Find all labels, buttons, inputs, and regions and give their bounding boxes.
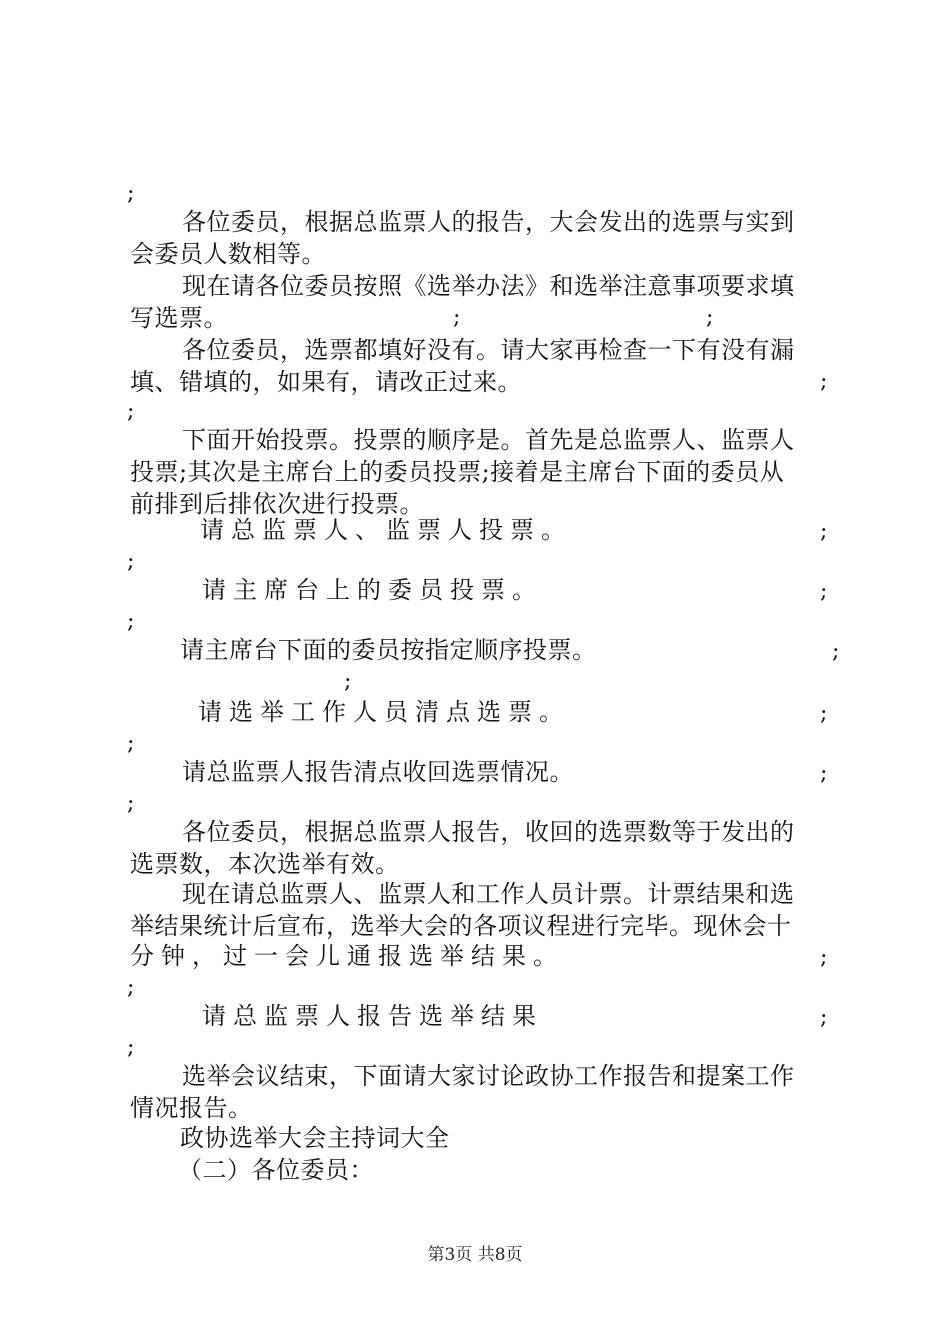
paragraph-line: 请总监票人、监票人投票。 [200, 516, 572, 544]
semicolon: ; [127, 549, 135, 574]
paragraph-line: 各位委员，根据总监票人的报告，大会发出的选票与实到 [182, 208, 795, 236]
paragraph-line: 情况报告。 [130, 1094, 253, 1122]
paragraph-line: 写选票。 [130, 304, 228, 332]
semicolon: ; [820, 701, 828, 726]
paragraph-line: 填、错填的，如果有，请改正过来。 [130, 368, 522, 396]
paragraph-line: 选举会议结束，下面请大家讨论政协工作报告和提案工作 [182, 1062, 795, 1090]
semicolon: ; [127, 791, 135, 816]
semicolon: ; [127, 399, 135, 424]
semicolon: ; [127, 1035, 135, 1060]
semicolon: ; [706, 305, 714, 330]
paragraph-line: 各位委员，选票都填好没有。请大家再检查一下有没有漏 [182, 336, 795, 364]
paragraph-line: 现在请各位委员按照《选举办法》和选举注意事项要求填 [182, 272, 795, 300]
semicolon: ; [127, 731, 135, 756]
paragraph-line: 各位委员，根据总监票人报告，收回的选票数等于发出的 [182, 818, 795, 846]
semicolon: ; [820, 369, 828, 394]
paragraph-line: 请主席台下面的委员按指定顺序投票。 [180, 636, 597, 664]
paragraph-line: （二）各位委员： [178, 1156, 374, 1184]
paragraph-line: 政协选举大会主持词大全 [180, 1124, 450, 1152]
paragraph-line: 现在请总监票人、监票人和工作人员计票。计票结果和选 [182, 880, 795, 908]
paragraph-line: 选票数，本次选举有效。 [130, 850, 400, 878]
semicolon: ; [820, 761, 828, 786]
paragraph-line: 会委员人数相等。 [130, 240, 326, 268]
semicolon: ; [453, 305, 461, 330]
semicolon: ; [820, 519, 828, 544]
paragraph-line: 分钟，过一会儿通报选举结果。 [130, 942, 564, 970]
semicolon: ; [127, 609, 135, 634]
page-number-footer: 第3页 共8页 [427, 1245, 523, 1265]
semicolon: ; [127, 975, 135, 1000]
paragraph-line: 请选举工作人员清点选票。 [198, 698, 570, 726]
paragraph-line: 请总监票人报告选举结果 [202, 1002, 543, 1030]
paragraph-line: 投票;其次是主席台上的委员投票;接着是主席台下面的委员从 [130, 458, 785, 486]
semicolon: ; [127, 181, 135, 206]
paragraph-line: 下面开始投票。投票的顺序是。首先是总监票人、监票人 [182, 426, 795, 454]
semicolon: ; [820, 1005, 828, 1030]
semicolon: ; [832, 639, 840, 664]
semicolon: ; [820, 945, 828, 970]
paragraph-line: 请总监票人报告清点收回选票情况。 [182, 758, 574, 786]
paragraph-line: 前排到后排依次进行投票。 [130, 490, 424, 518]
paragraph-line: 举结果统计后宣布，选举大会的各项议程进行完毕。现休会十 [130, 912, 792, 940]
semicolon: ; [820, 579, 828, 604]
semicolon: ; [344, 669, 352, 694]
paragraph-line: 请主席台上的委员投票。 [202, 576, 543, 604]
